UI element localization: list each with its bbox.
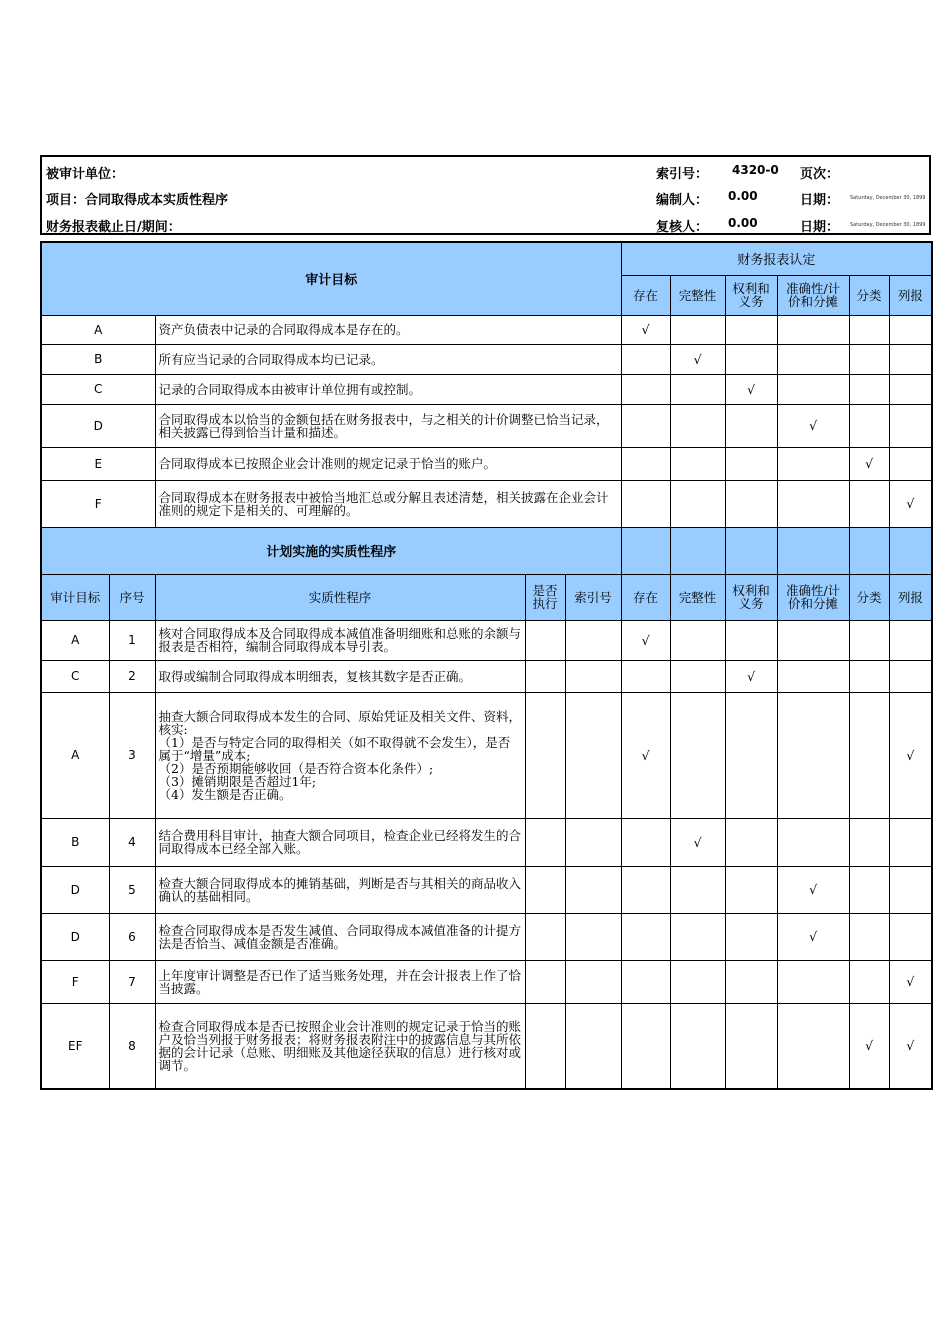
check-mark: √ bbox=[670, 344, 725, 374]
assertion-header: 分类 bbox=[849, 574, 889, 620]
check-mark bbox=[670, 660, 725, 692]
check-mark bbox=[849, 404, 889, 447]
assertion-group-label: 财务报表认定 bbox=[621, 242, 932, 275]
period-label: 财务报表截止日/期间： bbox=[46, 220, 181, 235]
blank-cell bbox=[849, 527, 889, 574]
executed-cell[interactable] bbox=[525, 1003, 565, 1089]
index-cell[interactable] bbox=[565, 913, 621, 960]
check-mark bbox=[889, 866, 932, 913]
procedure-text: 上年度审计调整是否已作了适当账务处理，并在会计报表上作了恰当披露。 bbox=[155, 960, 525, 1003]
check-mark bbox=[725, 447, 777, 480]
audit-program-table bbox=[40, 241, 933, 1090]
reviewer-label: 复核人： bbox=[656, 220, 709, 235]
check-mark bbox=[670, 960, 725, 1003]
preparer-label: 编制人： bbox=[656, 193, 709, 208]
check-mark bbox=[849, 692, 889, 818]
assertion-header: 完整性 bbox=[670, 574, 725, 620]
check-mark: √ bbox=[621, 315, 670, 344]
objective-code: D bbox=[41, 404, 155, 447]
check-mark bbox=[889, 818, 932, 866]
procedure-objective: A bbox=[41, 620, 109, 660]
procedures-title: 计划实施的实质性程序 bbox=[41, 527, 621, 574]
check-mark bbox=[621, 913, 670, 960]
check-mark bbox=[670, 315, 725, 344]
check-mark bbox=[889, 660, 932, 692]
date-value-1: Saturday, December 30, 1899 bbox=[850, 195, 926, 201]
check-mark bbox=[889, 374, 932, 404]
executed-cell[interactable] bbox=[525, 620, 565, 660]
executed-cell[interactable] bbox=[525, 913, 565, 960]
check-mark bbox=[889, 344, 932, 374]
check-mark bbox=[621, 404, 670, 447]
objective-code: C bbox=[41, 374, 155, 404]
procedure-row bbox=[41, 660, 932, 692]
objective-text: 资产负债表中记录的合同取得成本是存在的。 bbox=[155, 315, 621, 344]
check-mark bbox=[670, 1003, 725, 1089]
check-mark bbox=[670, 447, 725, 480]
procedure-row bbox=[41, 818, 932, 866]
executed-cell[interactable] bbox=[525, 866, 565, 913]
check-mark bbox=[621, 1003, 670, 1089]
procedure-seq: 8 bbox=[109, 1003, 155, 1089]
check-mark bbox=[777, 374, 849, 404]
check-mark: √ bbox=[889, 1003, 932, 1089]
reviewer-value: 0.00 bbox=[728, 216, 758, 230]
check-mark bbox=[621, 374, 670, 404]
objective-row bbox=[41, 404, 932, 447]
procedure-objective: F bbox=[41, 960, 109, 1003]
check-mark bbox=[889, 913, 932, 960]
check-mark bbox=[725, 480, 777, 527]
procedure-objective: C bbox=[41, 660, 109, 692]
procedure-seq: 7 bbox=[109, 960, 155, 1003]
check-mark bbox=[777, 818, 849, 866]
check-mark: √ bbox=[621, 692, 670, 818]
procedure-seq: 1 bbox=[109, 620, 155, 660]
procedure-seq: 5 bbox=[109, 866, 155, 913]
executed-cell[interactable] bbox=[525, 818, 565, 866]
check-mark: √ bbox=[725, 374, 777, 404]
objective-row bbox=[41, 374, 932, 404]
blank-cell bbox=[889, 527, 932, 574]
check-mark: √ bbox=[777, 913, 849, 960]
assertion-header: 存在 bbox=[621, 574, 670, 620]
objective-code: F bbox=[41, 480, 155, 527]
check-mark bbox=[777, 620, 849, 660]
check-mark bbox=[849, 660, 889, 692]
objective-text: 合同取得成本已按照企业会计准则的规定记录于恰当的账户。 bbox=[155, 447, 621, 480]
check-mark: √ bbox=[777, 404, 849, 447]
objective-row bbox=[41, 480, 932, 527]
objective-code: A bbox=[41, 315, 155, 344]
check-mark bbox=[725, 818, 777, 866]
procedure-objective: B bbox=[41, 818, 109, 866]
procedure-text: 核对合同取得成本及合同取得成本减值准备明细账和总账的余额与报表是否相符，编制合同取得成本导引表。 bbox=[155, 620, 525, 660]
check-mark bbox=[777, 1003, 849, 1089]
objective-text: 记录的合同取得成本由被审计单位拥有或控制。 bbox=[155, 374, 621, 404]
objective-row bbox=[41, 315, 932, 344]
date-label-1: 日期： bbox=[800, 193, 840, 208]
executed-cell[interactable] bbox=[525, 660, 565, 692]
index-cell[interactable] bbox=[565, 660, 621, 692]
objective-text: 合同取得成本以恰当的金额包括在财务报表中，与之相关的计价调整已恰当记录，相关披露已得到恰当计量和描述。 bbox=[155, 404, 621, 447]
index-cell[interactable] bbox=[565, 818, 621, 866]
check-mark bbox=[889, 315, 932, 344]
procedure-seq: 4 bbox=[109, 818, 155, 866]
procedure-objective: EF bbox=[41, 1003, 109, 1089]
page-label: 页次： bbox=[800, 167, 840, 182]
check-mark: √ bbox=[777, 866, 849, 913]
check-mark bbox=[621, 447, 670, 480]
assertion-header: 准确性/计价和分摊 bbox=[777, 574, 849, 620]
check-mark bbox=[621, 866, 670, 913]
blank-cell bbox=[777, 527, 849, 574]
check-mark bbox=[777, 692, 849, 818]
check-mark: √ bbox=[849, 1003, 889, 1089]
check-mark bbox=[670, 913, 725, 960]
objective-text: 合同取得成本在财务报表中被恰当地汇总或分解且表述清楚，相关披露在企业会计准则的规定下是相关的、可理解的。 bbox=[155, 480, 621, 527]
check-mark bbox=[849, 913, 889, 960]
check-mark bbox=[889, 447, 932, 480]
index-cell[interactable] bbox=[565, 620, 621, 660]
assertion-header: 完整性 bbox=[670, 275, 725, 315]
procedure-row bbox=[41, 866, 932, 913]
procedure-text: 抽查大额合同取得成本发生的合同、原始凭证及相关文件、资料，核实: （1）是否与特定合同的取得相关（如不取得就不会发生），是否属于“增量”成本; （2）是否预期能够收回（是否符合资本化条件）; （3）摊销期限是否超过1年; （4）发生额是否正确。 bbox=[155, 692, 525, 818]
procedure-row bbox=[41, 1003, 932, 1089]
procedure-row bbox=[41, 692, 932, 818]
procedure-text: 检查合同取得成本是否发生减值、合同取得成本减值准备的计提方法是否恰当、减值金额是否准确。 bbox=[155, 913, 525, 960]
check-mark bbox=[849, 866, 889, 913]
assertion-header: 存在 bbox=[621, 275, 670, 315]
assertion-header: 列报 bbox=[889, 574, 932, 620]
check-mark bbox=[849, 818, 889, 866]
assertion-header: 权利和义务 bbox=[725, 275, 777, 315]
check-mark bbox=[725, 692, 777, 818]
check-mark bbox=[849, 315, 889, 344]
assertion-header: 准确性/计价和分摊 bbox=[777, 275, 849, 315]
objective-code: B bbox=[41, 344, 155, 374]
check-mark: √ bbox=[725, 660, 777, 692]
index-label: 索引号： bbox=[656, 167, 709, 182]
check-mark bbox=[621, 660, 670, 692]
check-mark bbox=[849, 344, 889, 374]
date-value-2: Saturday, December 30, 1899 bbox=[850, 222, 926, 228]
objective-code: E bbox=[41, 447, 155, 480]
procedure-row bbox=[41, 620, 932, 660]
check-mark bbox=[777, 480, 849, 527]
assertion-header: 权利和义务 bbox=[725, 574, 777, 620]
index-value: 4320-0 bbox=[732, 163, 779, 177]
check-mark bbox=[849, 960, 889, 1003]
check-mark bbox=[889, 620, 932, 660]
check-mark: √ bbox=[889, 480, 932, 527]
check-mark bbox=[670, 374, 725, 404]
check-mark bbox=[849, 480, 889, 527]
procedure-seq: 6 bbox=[109, 913, 155, 960]
check-mark bbox=[670, 866, 725, 913]
check-mark bbox=[777, 447, 849, 480]
procedure-text: 检查大额合同取得成本的摊销基础，判断是否与其相关的商品收入确认的基础相同。 bbox=[155, 866, 525, 913]
check-mark bbox=[725, 620, 777, 660]
executed-cell[interactable] bbox=[525, 960, 565, 1003]
check-mark bbox=[725, 404, 777, 447]
check-mark: √ bbox=[889, 960, 932, 1003]
procedure-objective: D bbox=[41, 866, 109, 913]
check-mark bbox=[670, 404, 725, 447]
assertion-header: 分类 bbox=[849, 275, 889, 315]
check-mark bbox=[670, 692, 725, 818]
project-label: 项目：合同取得成本实质性程序 bbox=[46, 193, 229, 208]
index-cell[interactable] bbox=[565, 960, 621, 1003]
index-cell[interactable] bbox=[565, 866, 621, 913]
check-mark bbox=[621, 344, 670, 374]
date-label-2: 日期： bbox=[800, 220, 840, 235]
assertion-header: 列报 bbox=[889, 275, 932, 315]
check-mark bbox=[849, 620, 889, 660]
check-mark bbox=[621, 818, 670, 866]
check-mark bbox=[621, 960, 670, 1003]
blank-cell bbox=[670, 527, 725, 574]
procedure-seq: 2 bbox=[109, 660, 155, 692]
procedure-text: 取得或编制合同取得成本明细表，复核其数字是否正确。 bbox=[155, 660, 525, 692]
check-mark bbox=[725, 913, 777, 960]
check-mark bbox=[670, 480, 725, 527]
check-mark bbox=[889, 404, 932, 447]
col-executed-header: 是否执行 bbox=[525, 574, 565, 620]
col-procedure-header: 实质性程序 bbox=[155, 574, 525, 620]
check-mark: √ bbox=[670, 818, 725, 866]
check-mark bbox=[777, 660, 849, 692]
col-index-header: 索引号 bbox=[565, 574, 621, 620]
objective-row bbox=[41, 447, 932, 480]
check-mark bbox=[777, 960, 849, 1003]
procedure-seq: 3 bbox=[109, 692, 155, 818]
objective-text: 所有应当记录的合同取得成本均已记录。 bbox=[155, 344, 621, 374]
header-block bbox=[40, 155, 931, 235]
check-mark: √ bbox=[621, 620, 670, 660]
auditee-label: 被审计单位： bbox=[46, 167, 125, 182]
executed-cell[interactable] bbox=[525, 692, 565, 818]
col-seq-header: 序号 bbox=[109, 574, 155, 620]
col-objective-header: 审计目标 bbox=[41, 574, 109, 620]
check-mark bbox=[725, 866, 777, 913]
check-mark: √ bbox=[889, 692, 932, 818]
objectives-title: 审计目标 bbox=[41, 242, 621, 315]
procedure-objective: A bbox=[41, 692, 109, 818]
index-cell[interactable] bbox=[565, 692, 621, 818]
procedure-text: 检查合同取得成本是否已按照企业会计准则的规定记录于恰当的账户及恰当列报于财务报表；将财务报表附注中的披露信息与其所依据的会计记录（总账、明细账及其他途径获取的信息）进行核对或调节。 bbox=[155, 1003, 525, 1089]
check-mark: √ bbox=[849, 447, 889, 480]
blank-cell bbox=[725, 527, 777, 574]
procedure-row bbox=[41, 913, 932, 960]
procedure-objective: D bbox=[41, 913, 109, 960]
check-mark bbox=[725, 315, 777, 344]
blank-cell bbox=[621, 527, 670, 574]
check-mark bbox=[621, 480, 670, 527]
preparer-value: 0.00 bbox=[728, 189, 758, 203]
objective-row bbox=[41, 344, 932, 374]
check-mark bbox=[777, 315, 849, 344]
check-mark bbox=[670, 620, 725, 660]
check-mark bbox=[849, 374, 889, 404]
check-mark bbox=[725, 960, 777, 1003]
procedure-text: 结合费用科目审计，抽查大额合同项目，检查企业已经将发生的合同取得成本已经全部入账。 bbox=[155, 818, 525, 866]
procedure-row bbox=[41, 960, 932, 1003]
check-mark bbox=[777, 344, 849, 374]
check-mark bbox=[725, 344, 777, 374]
check-mark bbox=[725, 1003, 777, 1089]
index-cell[interactable] bbox=[565, 1003, 621, 1089]
